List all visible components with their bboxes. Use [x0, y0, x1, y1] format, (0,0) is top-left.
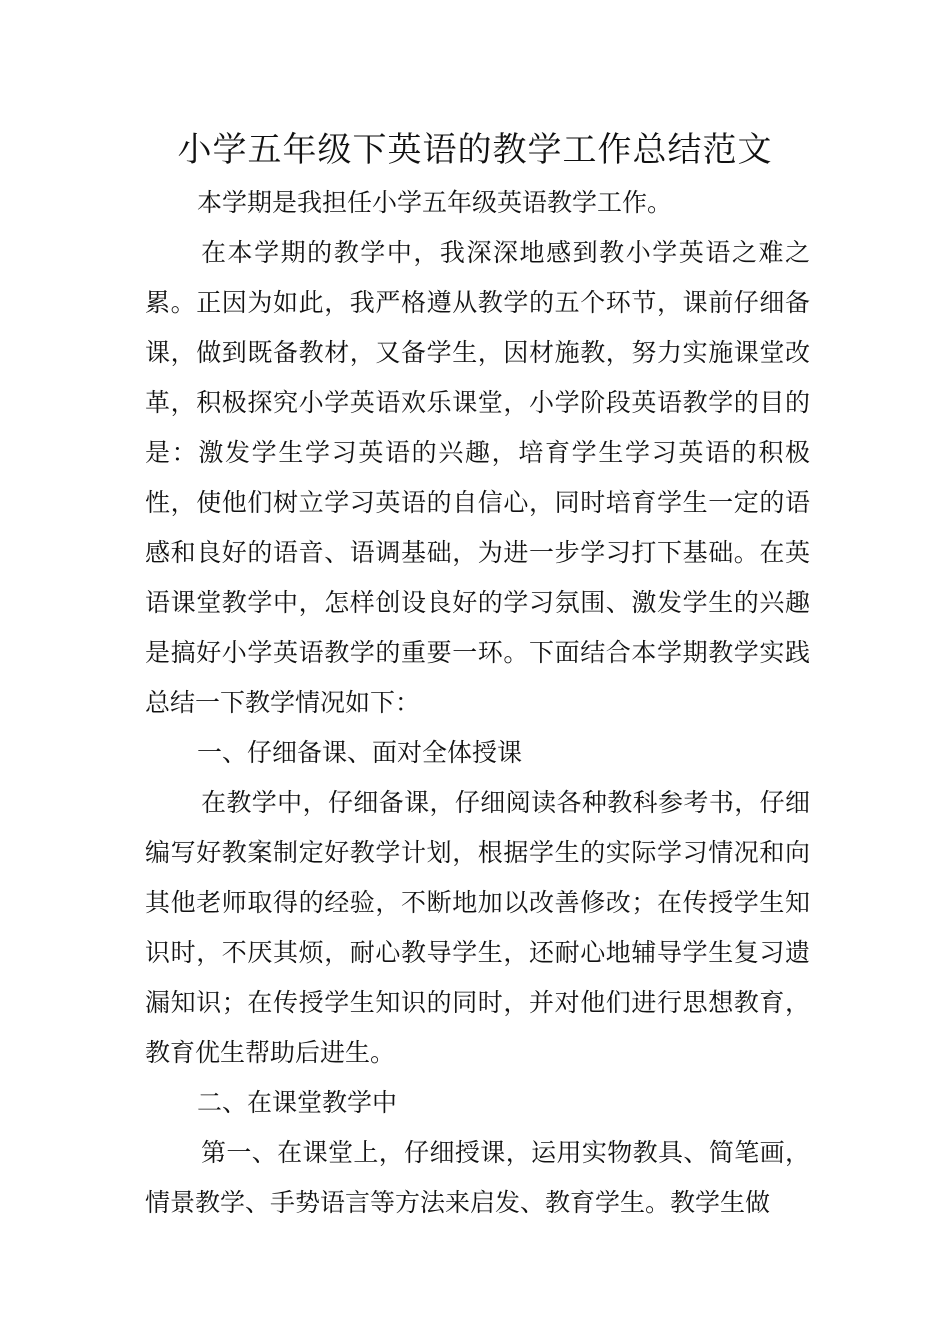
paragraph-preparation: 在教学中，仔细备课，仔细阅读各种教科参考书，仔细编写好教案制定好教学计划，根据学生的实际学习情况和向其他老师取得的经验，不断地加以改善修改；在传授学生知识时，不厌其烦，耐心教导学生，还耐心地辅导学生复习遗漏知识；在传授学生知识的同时，并对他们进行思想教育，教育优生帮助后进生。 — [145, 788, 810, 1067]
section-heading-classroom: 二、在课堂教学中 — [197, 1088, 398, 1117]
document-body — [145, 178, 810, 1228]
section-heading-preparation: 一、仔细备课、面对全体授课 — [197, 738, 523, 767]
paragraph-intro: 本学期是我担任小学五年级英语教学工作。 — [197, 188, 673, 217]
document-title: 小学五年级下英语的教学工作总结范文 — [177, 130, 773, 170]
paragraph-teaching-reflection: 在本学期的教学中，我深深地感到教小学英语之难之累。正因为如此，我严格遵从教学的五个环节，课前仔细备课，做到既备教材，又备学生，因材施教，努力实施课堂改革，积极探究小学英语欢乐课堂，小学阶段英语教学的目的是：激发学生学习英语的兴趣，培育学生学习英语的积极性，使他们树立学习英语的自信心，同时培育学生一定的语感和良好的语音、语调基础，为进一步学习打下基础。在英语课堂教学中，怎样创设良好的学习氛围、激发学生的兴趣是搞好小学英语教学的重要一环。下面结合本学期教学实践总结一下教学情况如下： — [145, 238, 810, 717]
paragraph-classroom: 第一、在课堂上，仔细授课，运用实物教具、简笔画，情景教学、手势语言等方法来启发、教育学生。教学生做 — [145, 1138, 810, 1217]
